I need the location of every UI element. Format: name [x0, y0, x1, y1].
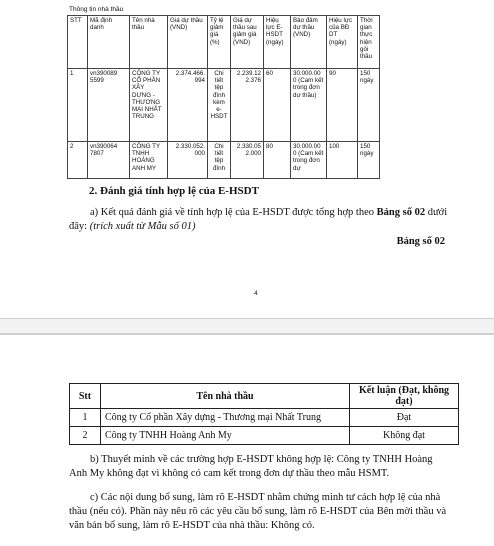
cell-result: Không đạt [350, 427, 459, 445]
section-heading: 2. Đánh giá tính hợp lệ của E-HSDT [89, 185, 259, 197]
paragraph-a-text: a) Kết quả đánh giá về tính hợp lệ của E-HSDT được tổng hợp theo [90, 207, 377, 218]
table-header-row [68, 16, 380, 69]
cell-name: CÔNG TY CỔ PHẦN XÂY DỰNG - THƯƠNG MẠI NHẤT TRUNG [130, 69, 168, 142]
table-row [70, 409, 459, 427]
cell-name: Công ty Cổ phần Xây dựng - Thương mại Nhất Trung [101, 409, 350, 427]
cell-stt: 2 [70, 427, 101, 445]
table-header-row [70, 384, 459, 409]
cell-price-after: 2.239.12 2.376 [231, 69, 264, 142]
cell-name: CÔNG TY TNHH HOÀNG ANH MY [130, 142, 168, 179]
header-bond-validity: Hiệu lực của BĐ DT (ngày) [327, 16, 358, 69]
paragraph-a-table-ref: Bảng số 02 [376, 207, 426, 218]
paragraph-b: b) Thuyết minh về các trường hợp E-HSDT không hợp lệ: Công ty TNHH Hoàng Anh My không đạt vì không có cam kết trong đơn dự thầu theo mẫu HSMT. [69, 454, 433, 479]
cell-validity: 80 [264, 142, 291, 179]
validity-result-table [69, 383, 459, 445]
header-price-after: Giá dự thầu sau giảm giá (VND) [231, 16, 264, 69]
paragraph-c: c) Các nội dung bổ sung, làm rõ E-HSDT nhằm chứng minh tư cách hợp lệ của nhà thầu (nếu có). Phần này nêu rõ các yêu cầu bổ sung, làm rõ E-HSDT của Bên mời thầu và văn bản bổ sung, làm rõ E-HSDT của nhà thầu: Không có. [69, 492, 447, 531]
table-row [68, 142, 380, 179]
cell-bond: 30.000.00 0 (Cam kết trong đơn dự thầu) [291, 69, 327, 142]
header-validity: Hiệu lực E-HSDT (ngày) [264, 16, 291, 69]
cell-validity: 60 [264, 69, 291, 142]
page-separator [0, 319, 494, 334]
cell-stt: 2 [68, 142, 88, 179]
paragraph-a-tail: dưới đây: [69, 207, 448, 232]
header-stt: Stt [70, 384, 101, 409]
table-label: Bảng số 02 [396, 236, 445, 247]
document-page-2 [0, 334, 494, 546]
cell-stt: 1 [68, 69, 88, 142]
cell-price-after: 2.330.05 2.000 [231, 142, 264, 179]
paragraph-a [69, 206, 449, 234]
cell-discount: Chi tiết tệp đính [208, 142, 231, 179]
cell-name: Công ty TNHH Hoàng Anh My [101, 427, 350, 445]
header-stt: STT [68, 16, 88, 69]
header-name: Tên nhà thầu [101, 384, 350, 409]
cell-bond-validity: 100 [327, 142, 358, 179]
cell-id: vn390064 7807 [88, 142, 130, 179]
cell-duration: 150 ngày [358, 142, 380, 179]
header-duration: Thời gian thực hiện gói thầu [358, 16, 380, 69]
cell-discount: Chi tiết tệp đính kèm e-HSDT [208, 69, 231, 142]
cell-bid-price: 2.374.466. 994 [168, 69, 208, 142]
cell-bond: 30.000.00 0 (Cam kết trong đơn dự [291, 142, 327, 179]
table-row [68, 69, 380, 142]
header-name: Tên nhà thầu [130, 16, 168, 69]
cell-duration: 150 ngày [358, 69, 380, 142]
header-discount: Tỷ lệ giảm giá (%) [208, 16, 231, 69]
table-caption: Thông tin nhà thầu [69, 6, 124, 13]
contractor-info-table [67, 15, 380, 179]
cell-bond-validity: 90 [327, 69, 358, 142]
paragraph-a-note: (trích xuất từ Mẫu số 01) [89, 221, 196, 232]
header-id: Mã định danh [88, 16, 130, 69]
page-number: 4 [254, 290, 258, 297]
header-bond: Bảo đảm dự thầu (VND) [291, 16, 327, 69]
cell-result: Đạt [350, 409, 459, 427]
cell-stt: 1 [70, 409, 101, 427]
table-row [70, 427, 459, 445]
cell-bid-price: 2.330.052. 000 [168, 142, 208, 179]
header-result: Kết luận (Đạt, không đạt) [350, 384, 459, 409]
header-bid-price: Giá dự thầu (VND) [168, 16, 208, 69]
cell-id: vn390089 5599 [88, 69, 130, 142]
